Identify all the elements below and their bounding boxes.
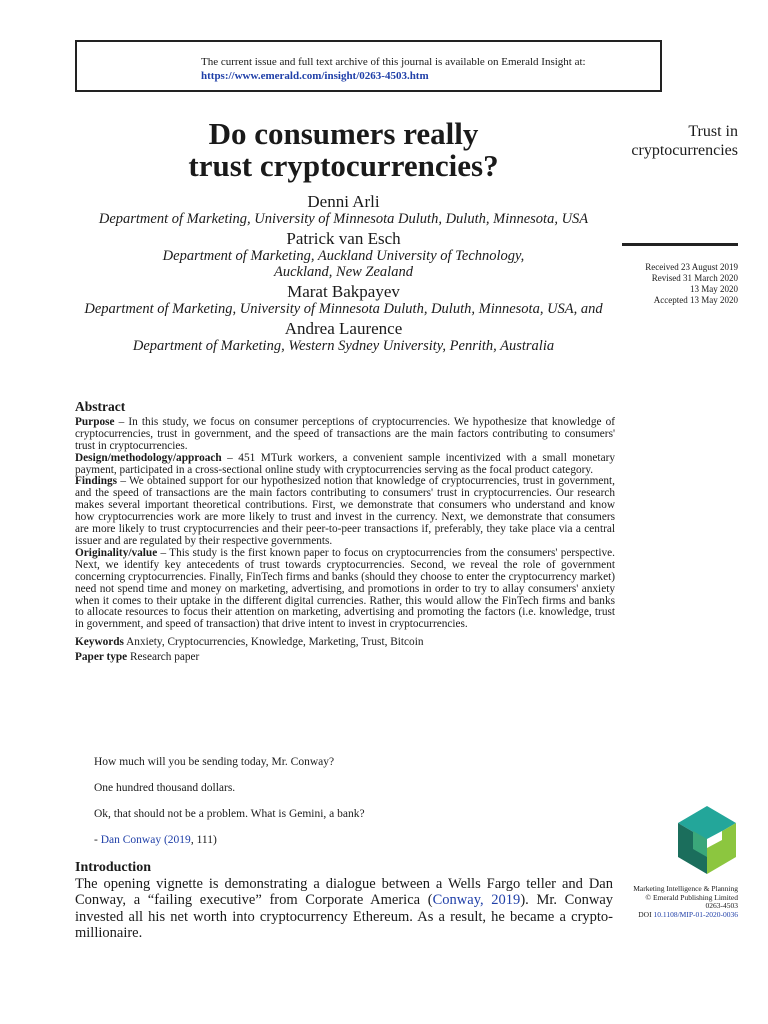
intro-text: The opening vignette is demonstrating a dialogue between a Wells Fargo teller and Dan Conway, a “failing executive” from Corporate America ( <box>75 876 613 909</box>
journal-info <box>633 885 738 919</box>
design-label: Design/methodology/approach <box>75 451 222 464</box>
design-text: – 451 MTurk workers, a convenient sample incentivized with a small monetary payment, participated in a cross-sectional online study with cryptocurrencies serving as the focal product category. <box>75 451 615 476</box>
author-list <box>75 192 612 356</box>
abstract-originality <box>75 548 615 631</box>
introduction-heading: Introduction <box>75 860 151 875</box>
journal-doi <box>633 911 738 920</box>
attribution-suffix: , 111) <box>190 834 217 846</box>
emerald-logo-icon <box>676 804 738 876</box>
author-affiliation: Department of Marketing, Western Sydney University, Penrith, Australia <box>132 338 555 354</box>
originality-text: – This study is the first known paper to focus on cryptocurrencies from the consumers' perspective. Next, we identify key antecedents of trust towards cryptocurrencies. Second, we reveal the role of government concerning cryptocurrencies. Finally, FinTech firms and banks (should they choose to enter the cryptocurrency market) need not spend time and money on marketing, advertising, and promotions in order to try to allay consumers' anxiety when it comes to their uptake in the different digital currencies. Rather, this would allow the FinTech firms and banks to allocate resources to focus their attention on marketing, advertising and promoting the factors (i.e. knowledge, trust in government, and speed of transaction) that drive intent to invest in cryptocurrencies. <box>75 546 615 631</box>
paper-type <box>75 650 615 665</box>
attribution-year-link[interactable]: (2019 <box>163 834 191 846</box>
journal-url-link[interactable]: https://www.emerald.com/insight/0263-4503.htm <box>201 70 429 82</box>
purpose-text: – In this study, we focus on consumer perceptions of cryptocurrencies. We hypothesize that knowledge of cryptocurrencies, trust in government, and the speed of transactions are the main factors contributing to consumers' trust in cryptocurrencies. <box>75 415 615 452</box>
attribution-author-link[interactable]: Dan Conway <box>100 834 162 846</box>
divider <box>622 243 738 246</box>
purpose-label: Purpose <box>75 415 115 428</box>
author-name: Marat Bakpayev <box>287 282 400 301</box>
keywords-text: Anxiety, Cryptocurrencies, Knowledge, Marketing, Trust, Bitcoin <box>123 636 424 649</box>
abstract-findings <box>75 476 615 547</box>
running-title-line-2: cryptocurrencies <box>631 142 738 159</box>
author-name: Patrick van Esch <box>286 229 401 248</box>
introduction-section <box>75 860 613 941</box>
author-affiliation: Department of Marketing, University of Minnesota Duluth, Duluth, Minnesota, USA <box>98 211 589 227</box>
running-title-line-1: Trust in <box>688 123 738 140</box>
citation-link[interactable]: Conway, 2019 <box>432 892 521 909</box>
abstract-section <box>75 401 615 665</box>
running-title <box>631 122 738 160</box>
originality-label: Originality/value <box>75 546 158 559</box>
dialogue-line: Ok, that should not be a problem. What is Gemini, a bank? <box>94 808 365 820</box>
accepted-date: Accepted 13 May 2020 <box>653 295 738 305</box>
journal-notice-box <box>75 40 662 92</box>
dialogue-attribution <box>94 833 365 847</box>
paper-title <box>75 118 612 182</box>
dialogue-line: How much will you be sending today, Mr. Conway? <box>94 756 335 768</box>
revised-date-2: 13 May 2020 <box>690 284 738 294</box>
journal-name: Marketing Intelligence & Planning <box>633 884 738 893</box>
notice-text: The current issue and full text archive of this journal is available on Emerald Insight at: <box>201 56 586 68</box>
journal-publisher: © Emerald Publishing Limited <box>645 892 738 902</box>
author-affiliation: Department of Marketing, University of Minnesota Duluth, Duluth, Minnesota, USA, and <box>84 301 603 317</box>
paper-type-label: Paper type <box>75 651 128 664</box>
doi-label: DOI <box>638 909 654 919</box>
introduction-paragraph <box>75 876 613 941</box>
revised-date: Revised 31 March 2020 <box>651 273 738 283</box>
findings-text: – We obtained support for our hypothesized notion that knowledge of cryptocurrencies, trust in government, and the speed of transactions are the main factors contributing to consumers' trust in cryptocurrencies. Our research makes several important theoretical contributions. First, we demonstrate that consumers who understand and know how cryptocurrencies work are more likely to trust and invest in the currency. Next, we demonstrate that consumers are more likely to trust cryptocurrencies and their peer-to-peer transactions if, preferably, they take place via a central issuer and are regulated by their respective governments. <box>75 475 615 547</box>
attribution-prefix: - <box>94 834 101 846</box>
abstract-heading: Abstract <box>75 399 126 414</box>
title-line-1: Do consumers really <box>208 116 479 151</box>
paper-type-text: Research paper <box>127 651 200 664</box>
publication-dates <box>645 262 738 306</box>
received-date: Received 23 August 2019 <box>645 262 738 272</box>
keywords <box>75 635 615 650</box>
journal-issn: 0263-4503 <box>705 901 738 911</box>
keywords-label: Keywords <box>75 636 124 649</box>
author-name: Andrea Laurence <box>284 319 403 338</box>
abstract-purpose <box>75 417 615 453</box>
abstract-design <box>75 453 615 477</box>
author-affiliation: Department of Marketing, Auckland University of Technology, Auckland, New Zealand <box>162 248 525 280</box>
dialogue-line: One hundred thousand dollars. <box>94 782 236 794</box>
title-line-2: trust cryptocurrencies? <box>188 148 499 183</box>
doi-link[interactable]: 10.1108/MIP-01-2020-0036 <box>653 909 738 919</box>
opening-vignette <box>94 755 365 859</box>
findings-label: Findings <box>75 475 118 488</box>
intro-text: ). Mr. Conway invested all his net worth into cryptocurrency Ethereum. As a result, he became a crypto-millionaire. <box>75 892 614 941</box>
author-name: Denni Arli <box>307 192 380 211</box>
